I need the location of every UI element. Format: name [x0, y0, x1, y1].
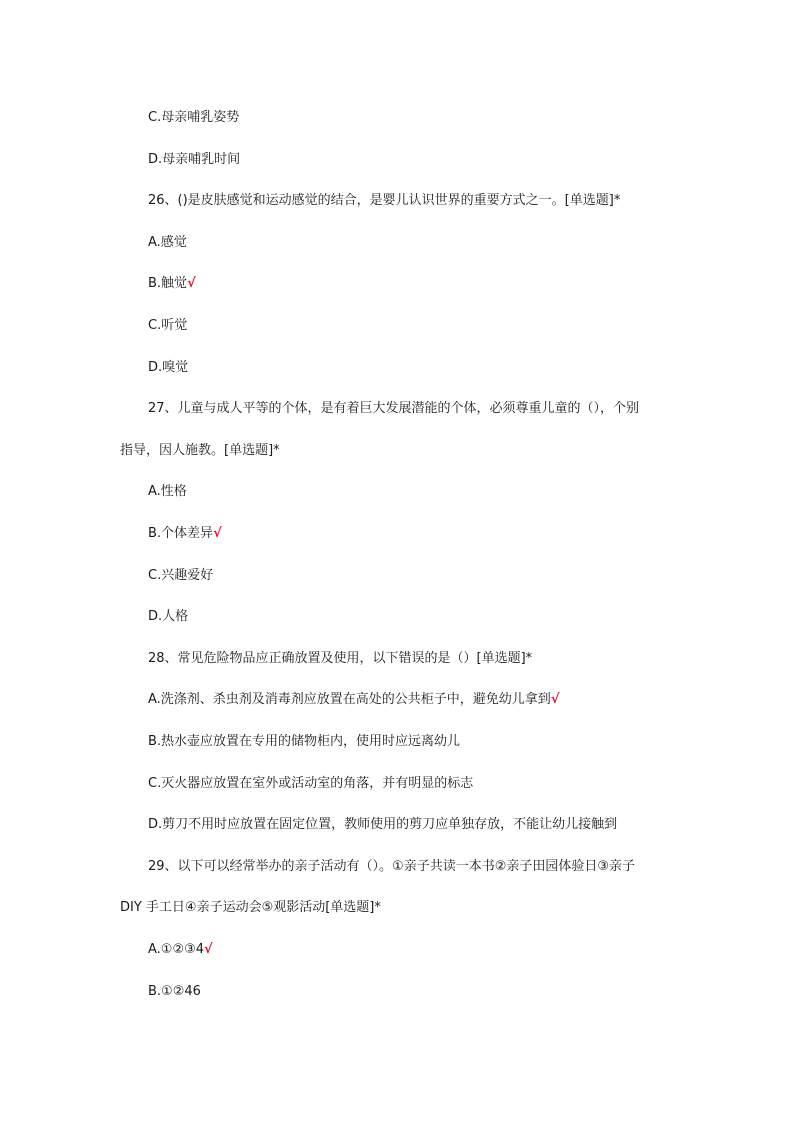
option-q25-c: C.母亲哺乳姿势 — [148, 110, 240, 125]
option-q26-d: D.嗅觉 — [148, 360, 189, 375]
option-q28-b: B.热水壶应放置在专用的储物柜内，使用时应远离幼儿 — [148, 734, 461, 749]
option-q27-c: C.兴趣爱好 — [148, 568, 214, 583]
option-q27-b: B.个体差异√ — [148, 526, 222, 541]
option-q28-c: C.灭火器应放置在室外或活动室的角落，并有明显的标志 — [148, 776, 474, 791]
option-q27-a: A.性格 — [148, 484, 187, 499]
option-q26-b: B.触觉√ — [148, 276, 196, 291]
check-mark-icon: √ — [550, 692, 560, 707]
option-q26-a: A.感觉 — [148, 235, 187, 250]
option-q25-d: D.母亲哺乳时间 — [148, 152, 241, 167]
option-q28-a: A.洗涤剂、杀虫剂及消毒剂应放置在高处的公共柜子中，避免幼儿拿到√ — [148, 692, 560, 707]
question-26: 26、()是皮肤感觉和运动感觉的结合，是婴儿认识世界的重要方式之一。[单选题]* — [148, 193, 621, 208]
check-mark-icon: √ — [204, 942, 213, 957]
check-mark-icon: √ — [213, 526, 222, 541]
question-27-line1: 27、儿童与成人平等的个体，是有着巨大发展潜能的个体，必须尊重儿童的（），个别 — [148, 401, 640, 416]
question-28: 28、常见危险物品应正确放置及使用，以下错误的是（）[单选题]* — [148, 651, 533, 666]
option-q29-a: A.①②③4√ — [148, 942, 213, 957]
option-q26-c: C.听觉 — [148, 318, 188, 333]
option-q29-b: B.①②46 — [148, 984, 201, 999]
question-27-line2: 指导，因人施教。[单选题]* — [120, 443, 280, 458]
option-q28-d: D.剪刀不用时应放置在固定位置，教师使用的剪刀应单独存放，不能让幼儿接触到 — [148, 817, 618, 832]
question-29-line2: DIY 手工日④亲子运动会⑤观影活动[单选题]* — [120, 900, 381, 915]
question-29-line1: 29、以下可以经常举办的亲子活动有（）。①亲子共读一本书②亲子田园体验日③亲子 — [148, 859, 636, 874]
option-q27-d: D.人格 — [148, 609, 189, 624]
check-mark-icon: √ — [187, 276, 196, 291]
